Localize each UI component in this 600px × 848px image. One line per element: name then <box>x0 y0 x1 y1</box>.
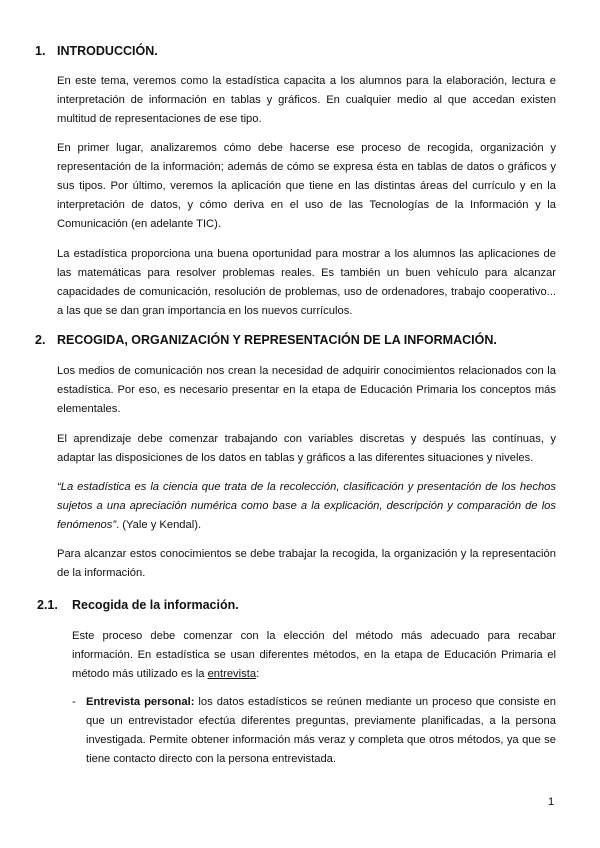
paragraph <box>72 627 556 684</box>
quote-text: “La estadística es la ciencia que trata de la recolección, clasificación y presentación de los hechos sujetos a una apreciación numérica como base a la explicación, descripción y comparación de los fenómenos” <box>57 481 556 531</box>
paragraph: Para alcanzar estos conocimientos se debe trabajar la recogida, la organización y la representación de la información. <box>57 548 556 579</box>
quote-paragraph <box>57 478 556 535</box>
bullet-term: Entrevista personal: <box>86 696 195 708</box>
page-number: 1 <box>548 796 555 808</box>
paragraph: Los medios de comunicación nos crean la necesidad de adquirir conocimientos relacionados con la estadística. Por eso, es necesario presentar en la etapa de Educación Primaria los conceptos más elementales. <box>57 365 556 415</box>
section-title: INTRODUCCIÓN. <box>57 44 158 58</box>
subsection-title: Recogida de la información. <box>72 598 239 612</box>
intro-text: Este proceso debe comenzar con la elección del método más adecuado para recabar información. En estadística se usan diferentes métodos, en la etapa de Educación Primaria el método más utilizado es la <box>72 630 556 680</box>
intro-end: : <box>256 668 260 680</box>
bullet-text: los datos estadísticos se reúnen mediante un proceso que consiste en que un entrevistador efectúa diferentes preguntas, previamente planificadas, a la persona investigada. Permite obtener información más veraz y completa que otros métodos, ya que se tiene contacto directo con la persona entrevistada. <box>86 696 556 765</box>
bullet-marker: - <box>72 696 76 708</box>
paragraph: La estadística proporciona una buena oportunidad para mostrar a los alumnos las aplicaciones de las matemáticas para resolver problemas reales. Es también un buen vehículo para alcanzar capacidades de comunicación, resolución de problemas, uso de ordenadores, trabajo cooperativo... a las que se dan gran importancia en los nuevos currículos. <box>57 248 556 317</box>
paragraph: En este tema, veremos como la estadística capacita a los alumnos para la elaboración, lectura e interpretación de información en tablas y gráficos. En cualquier medio al que accedan existen multitud de representaciones de ese tipo. <box>57 75 556 125</box>
section-title: RECOGIDA, ORGANIZACIÓN Y REPRESENTACIÓN DE LA INFORMACIÓN. <box>57 333 497 347</box>
section-number: 2. <box>35 333 46 347</box>
subsection-number: 2.1. <box>37 598 58 612</box>
paragraph: El aprendizaje debe comenzar trabajando con variables discretas y después las contínuas, y adaptar las disposiciones de los datos en tablas y gráficos a las diferentes situaciones y niveles. <box>57 433 556 464</box>
intro-link: entrevista <box>207 668 257 680</box>
quote-author: . (Yale y Kendal). <box>116 519 202 531</box>
bullet-item <box>86 693 556 769</box>
section-number: 1. <box>35 44 46 58</box>
paragraph: En primer lugar, analizaremos cómo debe hacerse ese proceso de recogida, organización y representación de la información; además de cómo se expresa ésta en tablas de datos o gráficos y sus tipos. Por último, veremos la aplicación que tiene en las distintas áreas del currículo y en la interpretación de datos, y cómo deriva en el uso de las Tecnologías de la Información y la Comunicación (en adelante TIC). <box>57 142 556 230</box>
